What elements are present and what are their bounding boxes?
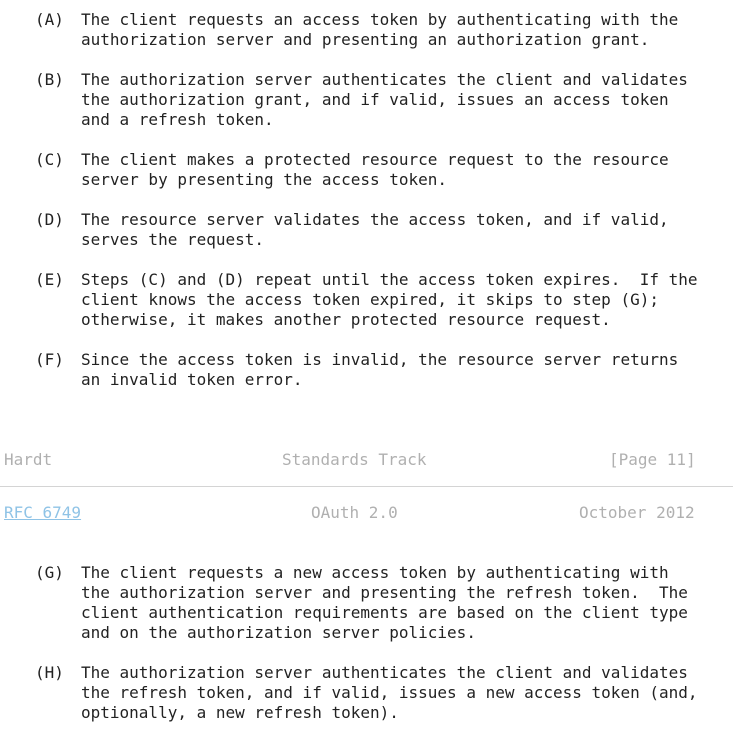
step-line: The client makes a protected resource request to the resource: [81, 150, 669, 169]
footer-page-number: [Page 11]: [609, 450, 696, 469]
step-line: Steps (C) and (D) repeat until the access token expires. If the: [81, 270, 698, 289]
step-line: The resource server validates the access token, and if valid,: [81, 210, 669, 229]
footer-author: Hardt: [4, 450, 53, 469]
step-text: [81, 270, 698, 330]
step-text: [81, 150, 669, 190]
step-text: [81, 663, 698, 723]
step-line: serves the request.: [81, 230, 265, 249]
step-line: The authorization server authenticates the client and validates: [81, 663, 688, 682]
step-line: client knows the access token expired, it skips to step (G);: [81, 290, 659, 309]
step-label: (G): [35, 563, 64, 582]
step-line: client authentication requirements are based on the client type: [81, 603, 688, 622]
step-text: [81, 10, 678, 50]
step-text: [81, 350, 678, 390]
step-label: (A): [35, 10, 64, 29]
step-line: server by presenting the access token.: [81, 170, 448, 189]
step-line: Since the access token is invalid, the resource server returns: [81, 350, 679, 369]
footer-track: Standards Track: [282, 450, 427, 469]
header-date: October 2012: [579, 503, 695, 522]
step-line: the authorization grant, and if valid, issues an access token: [81, 90, 669, 109]
step-line: and a refresh token.: [81, 110, 274, 129]
step-line: The client requests an access token by authenticating with the: [81, 10, 679, 29]
step-label: (B): [35, 70, 64, 89]
step-text: [81, 210, 669, 250]
page-footer: [0, 450, 733, 470]
step-line: The client requests a new access token by authenticating with: [81, 563, 669, 582]
page-header: [0, 503, 733, 523]
step-label: (C): [35, 150, 64, 169]
step-text: [81, 563, 688, 643]
header-title: OAuth 2.0: [311, 503, 398, 522]
step-line: authorization server and presenting an authorization grant.: [81, 30, 650, 49]
page-break-divider: [0, 486, 733, 487]
rfc-link[interactable]: RFC 6749: [4, 503, 82, 522]
step-line: an invalid token error.: [81, 370, 303, 389]
step-line: the refresh token, and if valid, issues a new access token (and,: [81, 683, 698, 702]
step-line: otherwise, it makes another protected resource request.: [81, 310, 611, 329]
step-line: The authorization server authenticates the client and validates: [81, 70, 688, 89]
step-label: (E): [35, 270, 64, 289]
step-label: (F): [35, 350, 64, 369]
step-line: and on the authorization server policies.: [81, 623, 476, 642]
step-line: optionally, a new refresh token).: [81, 703, 399, 722]
step-label: (H): [35, 663, 64, 682]
step-label: (D): [35, 210, 64, 229]
step-text: [81, 70, 688, 130]
step-line: the authorization server and presenting the refresh token. The: [81, 583, 688, 602]
